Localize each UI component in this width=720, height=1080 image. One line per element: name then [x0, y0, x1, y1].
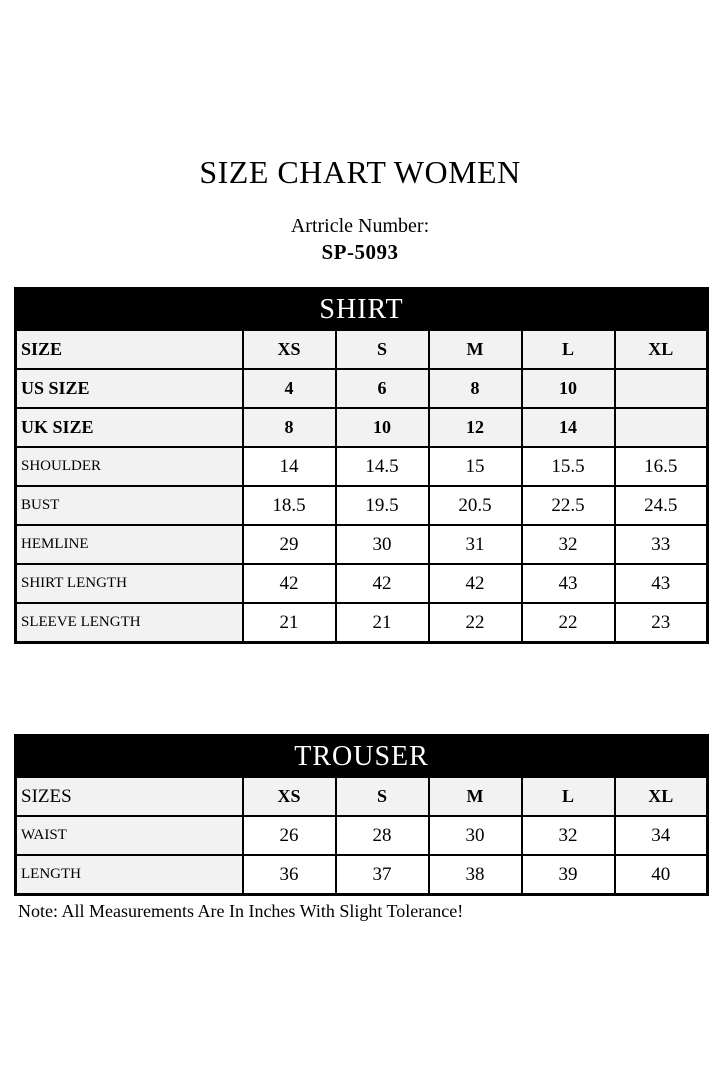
table-cell: 39	[522, 855, 615, 895]
table-row-length	[16, 855, 708, 895]
trouser-table-header-band	[16, 736, 708, 778]
table-cell: 6	[336, 369, 429, 408]
table-cell: XS	[243, 777, 336, 816]
table-cell: XL	[615, 777, 708, 816]
row-label: SLEEVE LENGTH	[16, 603, 243, 643]
table-cell: 14	[243, 447, 336, 486]
article-number-label: Artricle Number:	[290, 215, 430, 237]
row-label: WAIST	[16, 816, 243, 855]
row-label: SIZES	[16, 777, 243, 816]
table-cell: 14	[522, 408, 615, 447]
table-cell: 32	[522, 816, 615, 855]
table-cell: XL	[615, 330, 708, 369]
table-cell: S	[336, 330, 429, 369]
table-cell: 19.5	[336, 486, 429, 525]
table-cell: M	[429, 330, 522, 369]
table-cell: 15.5	[522, 447, 615, 486]
table-cell: 24.5	[615, 486, 708, 525]
row-label: UK SIZE	[16, 408, 243, 447]
table-cell: 42	[336, 564, 429, 603]
table-cell: 42	[429, 564, 522, 603]
table-cell: L	[522, 330, 615, 369]
table-row-sleeve-length	[16, 603, 708, 643]
table-cell: 8	[243, 408, 336, 447]
row-label: SHIRT LENGTH	[16, 564, 243, 603]
table-cell: 22	[522, 603, 615, 643]
table-cell: L	[522, 777, 615, 816]
measurement-note: Note: All Measurements Are In Inches With Slight Tolerance!	[18, 901, 464, 921]
table-row-hemline	[16, 525, 708, 564]
table-cell: 42	[243, 564, 336, 603]
table-cell: 23	[615, 603, 708, 643]
row-label: HEMLINE	[16, 525, 243, 564]
table-row-bust	[16, 486, 708, 525]
table-cell: S	[336, 777, 429, 816]
table-cell: 33	[615, 525, 708, 564]
table-cell: 30	[429, 816, 522, 855]
table-cell: 20.5	[429, 486, 522, 525]
table-cell: 8	[429, 369, 522, 408]
table-cell: 4	[243, 369, 336, 408]
table-cell: 36	[243, 855, 336, 895]
table-cell: 38	[429, 855, 522, 895]
table-cell: 43	[522, 564, 615, 603]
table-cell: 15	[429, 447, 522, 486]
table-cell: 18.5	[243, 486, 336, 525]
table-cell: 16.5	[615, 447, 708, 486]
table-row-sizes	[16, 777, 708, 816]
table-cell	[615, 408, 708, 447]
article-number-value: SP-5093	[321, 240, 399, 264]
shirt-table-header-band	[16, 289, 708, 331]
table-row-uk-size	[16, 408, 708, 447]
table-cell: 21	[336, 603, 429, 643]
table-cell: M	[429, 777, 522, 816]
table-cell: 21	[243, 603, 336, 643]
shirt-size-table	[14, 287, 709, 644]
table-cell: 40	[615, 855, 708, 895]
table-cell: 43	[615, 564, 708, 603]
table-cell: 34	[615, 816, 708, 855]
table-row-us-size	[16, 369, 708, 408]
trouser-size-table	[14, 734, 709, 896]
table-cell: 28	[336, 816, 429, 855]
table-row-waist	[16, 816, 708, 855]
row-label: SIZE	[16, 330, 243, 369]
row-label: SHOULDER	[16, 447, 243, 486]
table-cell: 29	[243, 525, 336, 564]
table-cell: 22.5	[522, 486, 615, 525]
page-title: SIZE CHART WOMEN	[199, 154, 521, 190]
table-cell: 14.5	[336, 447, 429, 486]
table-cell: 31	[429, 525, 522, 564]
table-cell: 10	[336, 408, 429, 447]
table-row-shoulder	[16, 447, 708, 486]
table-row-shirt-length	[16, 564, 708, 603]
shirt-table-title: SHIRT	[16, 289, 708, 331]
table-cell: 30	[336, 525, 429, 564]
table-row-size	[16, 330, 708, 369]
table-cell: 22	[429, 603, 522, 643]
table-cell: 12	[429, 408, 522, 447]
trouser-table-title: TROUSER	[16, 736, 708, 778]
row-label: US SIZE	[16, 369, 243, 408]
table-cell: 32	[522, 525, 615, 564]
table-cell: 10	[522, 369, 615, 408]
table-cell	[615, 369, 708, 408]
table-cell: 26	[243, 816, 336, 855]
table-cell: XS	[243, 330, 336, 369]
row-label: LENGTH	[16, 855, 243, 895]
row-label: BUST	[16, 486, 243, 525]
table-cell: 37	[336, 855, 429, 895]
